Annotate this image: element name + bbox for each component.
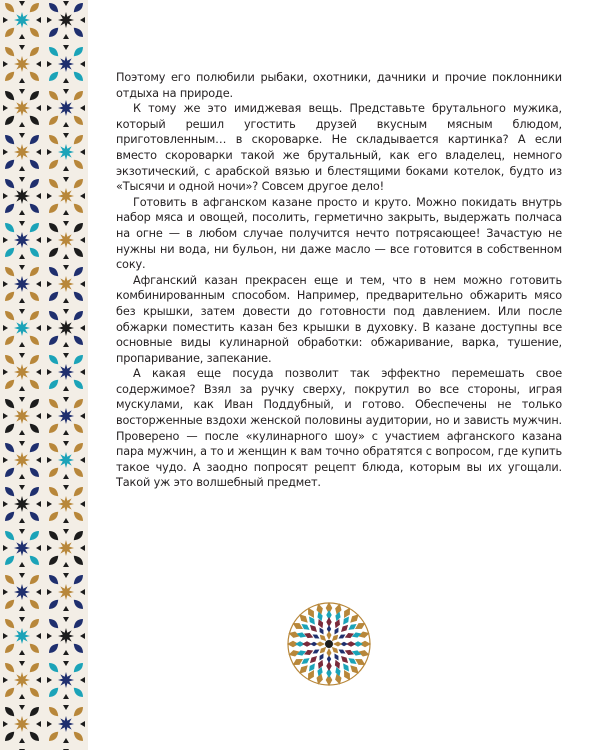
- pattern-tile: [47, 89, 85, 127]
- paragraph-2: К тому же это имиджевая вещь. Представьте брутального мужика, который решил угостить друзей вкусным мясным блюдом, приготовленным… в скороварке. Не складывается картинка? А если вместо скороварки такой же брутальный, как его владелец, немного экзотический, с арабской вязью и блестящими боками котелок, будто из «Тысячи и одной ночи»? Совсем другое дело!: [116, 102, 562, 194]
- pattern-tile: [3, 441, 41, 479]
- paragraph-4: Афганский казан прекрасен еще и тем, что в нем можно готовить комбинированным способом. Например, предварительно обжарить мясо без крышки, затем довести до готовности под давлением. Или после обжарки поместить казан без крышки в духовку. В казане доступны все основные виды кулинарной обработки: обжаривание, варка, тушение, пропаривание, запекание.: [116, 273, 562, 365]
- paragraph-3: Готовить в афганском казане просто и круто. Можно покидать внутрь набор мяса и овощей, посолить, герметично закрыть, выдержать полчаса на огне — в любом случае получится нечто потрясающее! Зачастую не нужны ни вода, ни бульон, ни даже масло — все готовится в собственном соку.: [116, 195, 562, 272]
- pattern-tile: [3, 45, 41, 83]
- pattern-tile: [3, 661, 41, 699]
- paragraph-1: Поэтому его полюбили рыбаки, охотники, дачники и прочие поклонники отдыха на природе.: [116, 71, 562, 100]
- pattern-tile: [47, 45, 85, 83]
- pattern-tile: [47, 177, 85, 215]
- pattern-tile: [3, 309, 41, 347]
- pattern-tile: [47, 133, 85, 171]
- pattern-tile: [47, 221, 85, 259]
- pattern-tile: [47, 661, 85, 699]
- arabesque-ornament-strip: [0, 0, 88, 750]
- pattern-tile: [47, 617, 85, 655]
- pattern-tile: [3, 529, 41, 567]
- pattern-tile: [47, 573, 85, 611]
- pattern-tile: [47, 397, 85, 435]
- pattern-tile: [47, 705, 85, 743]
- pattern-tile: [3, 353, 41, 391]
- pattern-tile: [3, 397, 41, 435]
- paragraph-5: А какая еще посуда позволит так эффектно перемешать свое содержимое? Взял за ручку сверху, покрутил во все стороны, играя мускулами, как Иван Поддубный, и готово. Обеспечены не только восторженные вздохи женской половины аудитории, но и зависть мужчин. Проверено — после «кулинарного шоу» с участием афганского казана пара мужчин, а то и женщин к вам точно обратятся с вопросом, где купить такое чудо. А заодно попросят рецепт блюда, которым вы их угощали. Такой уж это волшебный предмет.: [116, 367, 562, 490]
- arabesque-pattern-icon: [0, 0, 88, 750]
- pattern-tile: [3, 617, 41, 655]
- rosette-ornament-icon: [285, 600, 373, 688]
- pattern-tile: [47, 265, 85, 303]
- pattern-tile: [3, 705, 41, 743]
- pattern-tile: [47, 485, 85, 523]
- pattern-tile: [3, 221, 41, 259]
- pattern-tile: [47, 441, 85, 479]
- pattern-tile: [3, 177, 41, 215]
- pattern-tile: [3, 1, 41, 39]
- pattern-tile: [47, 353, 85, 391]
- pattern-tile: [3, 573, 41, 611]
- article-body: [116, 70, 562, 491]
- pattern-tile: [3, 265, 41, 303]
- pattern-tile: [47, 1, 85, 39]
- pattern-tile: [3, 133, 41, 171]
- pattern-tile: [47, 309, 85, 347]
- pattern-tile: [3, 485, 41, 523]
- pattern-tile: [3, 89, 41, 127]
- pattern-tile: [47, 529, 85, 567]
